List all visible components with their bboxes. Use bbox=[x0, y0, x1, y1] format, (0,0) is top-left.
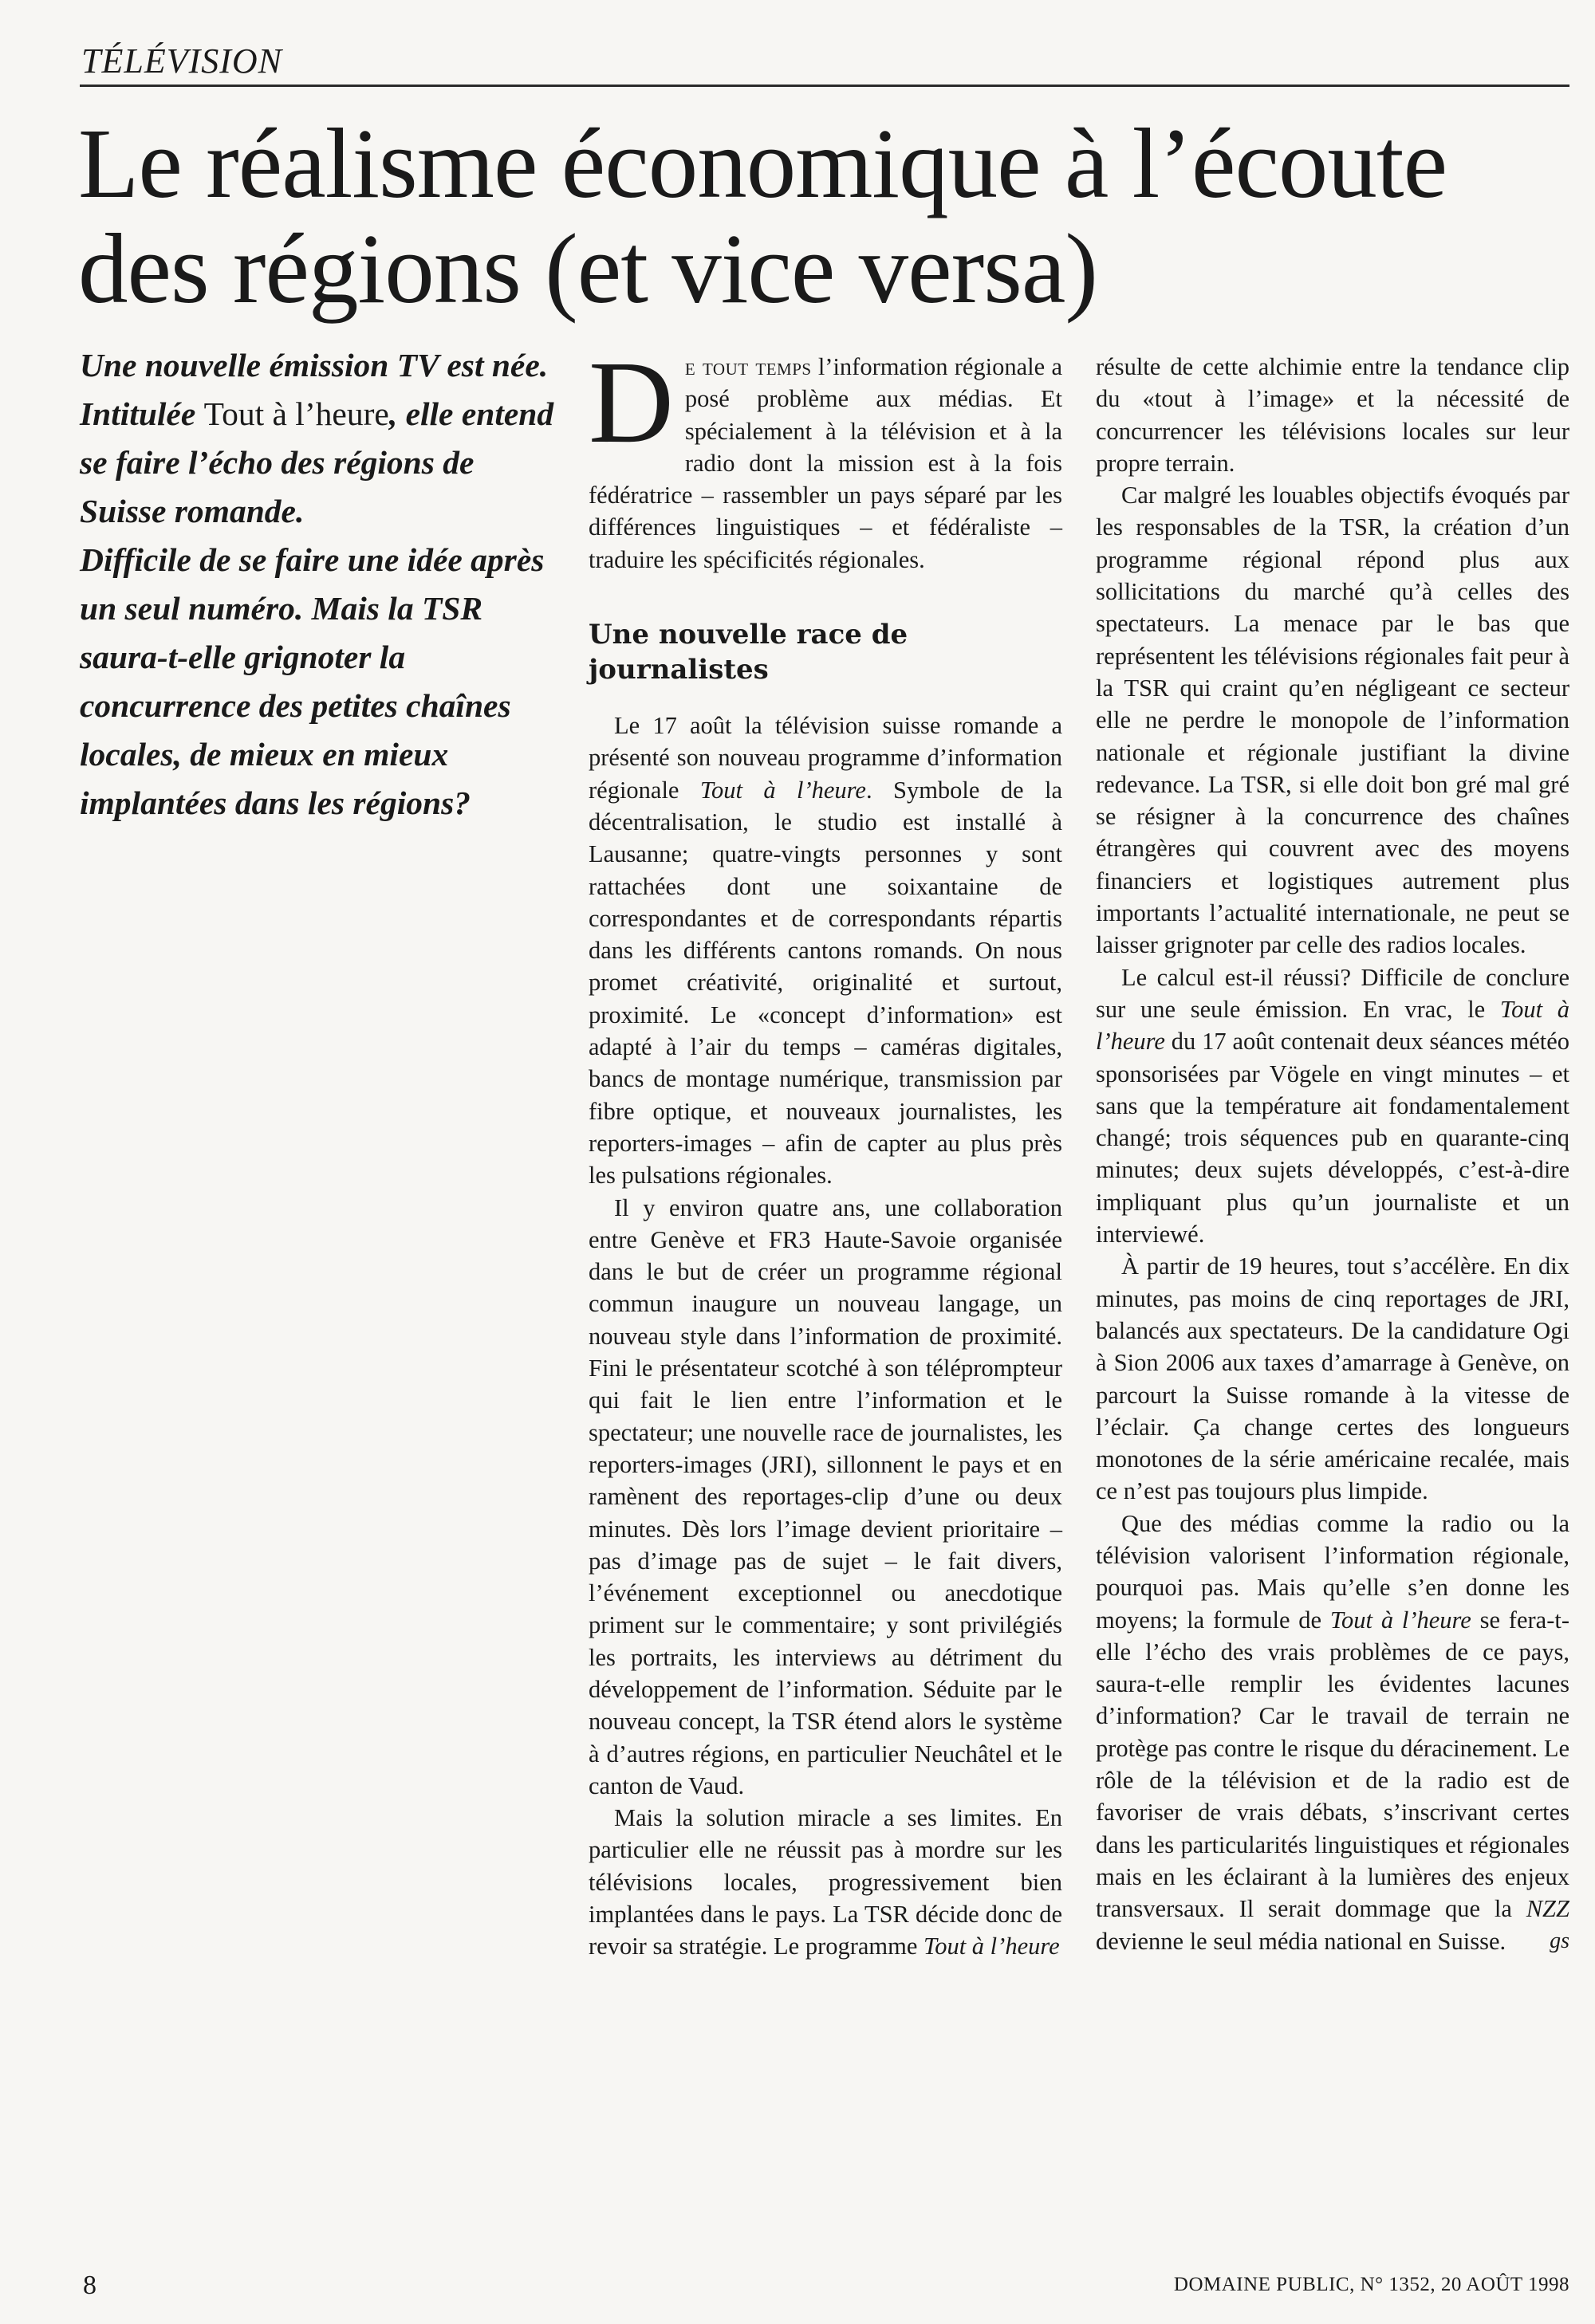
program-title: Tout à l’heure bbox=[699, 776, 866, 804]
subheading: Une nouvelle race de journalistes bbox=[589, 619, 908, 686]
article-paragraph: Le calcul est-il réussi? Difficile de conclure sur une seule émission. En vrac, le Tout à l’heure du 17 août contenait deux séances météo sponsorisées par Vögele en vingt minutes – et sans que la température ait fondamentalement changé; trois séquences pub en quarante-cinq minutes; deux sujets développés, c’est-à-dire impliquant plus qu’un journaliste et un interviewé. bbox=[1096, 963, 1569, 1249]
article-paragraph: À partir de 19 heures, tout s’accélère. En dix minutes, pas moins de cinq reportages de JRI, balancés aux spectateurs. De la candidature Ogi à Sion 2006 aux taxes d’amarrage à Genève, on parcourt la Suisse romande à la vitesse de l’éclair. Ça change certes des longueurs monotones de la série américaine recalée, mais ce n’est pas toujours plus limpide. bbox=[1096, 1252, 1569, 1505]
headline-line-2: des régions (et vice versa) bbox=[78, 214, 1097, 324]
article-column-2 bbox=[589, 337, 1062, 1963]
article-paragraph: Le 17 août la télévision suisse romande a présenté son nouveau programme d’information régionale Tout à l’heure. Symbole de la décentralisation, le studio est installé à Lausanne; quatre-vingts personnes y sont rattachées dont une soixantaine de correspondantes et de correspondants répartis dans les différents cantons romands. On nous promet créativité, originalité et surtout, proximité. Le «concept d’information» est adapté à l’air du temps – caméras digitales, bancs de montage numérique, transmission par fibre optique, et nouveaux journalistes, les reporters-images – afin de capter au plus près les pulsations régionales. bbox=[589, 712, 1062, 1190]
section-header bbox=[80, 37, 1569, 87]
lede-text-3: Difficile de se faire une idée après un seul numéro. Mais la TSR saura-t-elle grignoter la concurrence des petites chaînes locales, de mieux en mieux implantées dans les régions? bbox=[80, 541, 545, 821]
opening-small-caps: e tout temps bbox=[684, 353, 812, 380]
article-paragraph: résulte de cette alchimie entre la tendance clip du «tout à l’image» et la nécessité de concurrencer les télévisions locales sur leur propre terrain. bbox=[1096, 353, 1569, 477]
lede-program-title: Tout à l’heure bbox=[203, 395, 389, 432]
page-number: 8 bbox=[83, 2271, 96, 2300]
lede-text-1: Une nouvelle émission TV est née. Intitulée bbox=[80, 347, 549, 432]
drop-cap: D bbox=[589, 337, 674, 468]
article-paragraph: Car malgré les louables objectifs évoqués par les responsables de la TSR, la création d’un programme régional répond plus aux sollicitations du marché qu’à celles des spectateurs. La menace par le bas que représentent les télévisions régionales fait peur à la TSR qui craint qu’en négligeant ce secteur elle ne perdre le monopole de l’information nationale et régionale justifiant la divine redevance. La TSR, si elle doit bon gré mal gré se résigner à la concurrence des chaînes étrangères qui couvrent avec des moyens financiers et logistiques autrement plus importants l’actualité internationale, ne peut se laisser grignoter par celle des radios locales. bbox=[1096, 482, 1569, 959]
headline bbox=[78, 109, 1577, 324]
headline-line-1: Le réalisme économique à l’écoute bbox=[78, 109, 1447, 219]
program-title: Tout à l’heure bbox=[1329, 1606, 1471, 1634]
author-signature: gs bbox=[1550, 1928, 1569, 1953]
lede bbox=[80, 341, 558, 828]
lede-text-2: , elle entend se faire l’écho des régions de Suisse romande. bbox=[80, 395, 554, 529]
article-paragraph: De tout temps l’information régionale a posé problème aux médias. Et spécialement à la télévision et à la radio dont la mission est à la fois fédératrice – rassembler un pays séparé par les différences linguistiques – et fédéraliste – traduire les spécificités régionales. bbox=[589, 337, 1062, 573]
article-column-3 bbox=[1096, 351, 1569, 1957]
article-paragraph: Que des médias comme la radio ou la télévision valorisent l’information régionale, pourquoi pas. Mais qu’elle s’en donne les moyens; la formule de Tout à l’heure se fera-t-elle l’écho des vrais problèmes de ce pays, saura-t-elle remplir les évidentes lacunes d’information? Car le travail de terrain ne protège pas contre le risque du déracinement. Le rôle de la télévision et de la radio est de favoriser de vrais débats, s’inscrivant certes dans les particularités linguistiques et régionales mais en les éclairant à la lumières des enjeux transversaux. Il serait dommage que la NZZ devienne le seul média national en Suisse. gs bbox=[1096, 1508, 1569, 1957]
article-paragraph: Il y environ quatre ans, une collaboration entre Genève et FR3 Haute-Savoie organisée dans le but de créer un programme régional commun inaugure un nouveau langage, un nouveau style dans l’information de proximité. Fini le présentateur scotché à son téléprompteur qui fait le lien entre l’information et le spectateur; une nouvelle race de journalistes, les reporters-images (JRI), sillonnent le pays et en ramènent des reportages-clip d’une ou deux minutes. Dès lors l’image devient prioritaire – pas d’image pas de sujet – le fait divers, l’événement exceptionnel ou anecdotique priment sur le commentaire; y sont privilégiés les portraits, les interviews au détriment du développement de l’information. Séduite par le nouveau concept, la TSR étend alors le système à d’autres régions, en particulier Neuchâtel et le canton de Vaud. bbox=[589, 1193, 1062, 1799]
article-paragraph: Mais la solution miracle a ses limites. En particulier elle ne réussit pas à mordre sur les télévisions locales, progressivement bien implantées dans le pays. La TSR décide donc de revoir sa stratégie. Le programme Tout à l’heure bbox=[589, 1804, 1062, 1960]
publication-line: DOMAINE PUBLIC, N° 1352, 20 AOÛT 1998 bbox=[1173, 2274, 1569, 2295]
program-title: Tout à l’heure bbox=[1096, 995, 1569, 1056]
section-label: TÉLÉVISION bbox=[81, 41, 282, 81]
program-title: Tout à l’heure bbox=[924, 1933, 1060, 1960]
newspaper-name: NZZ bbox=[1526, 1895, 1569, 1923]
